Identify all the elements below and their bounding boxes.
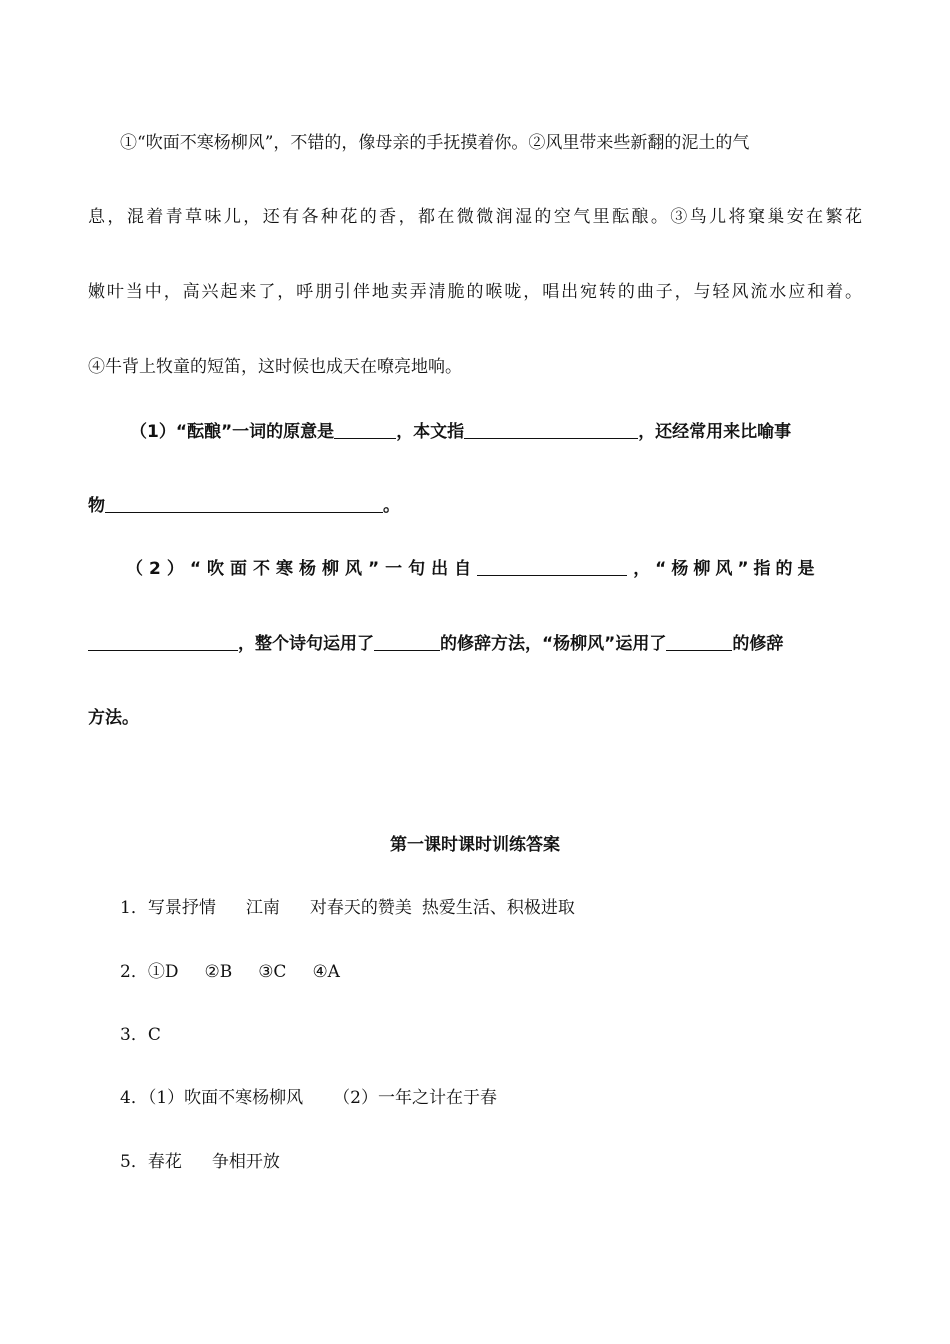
answer-2-part-3: ③C (258, 962, 287, 982)
question-2-text-3: ，整个诗句运用了 (238, 634, 374, 654)
answer-1-part-1: 1．写景抒情 (120, 898, 216, 918)
question-2-line-3 (88, 706, 862, 730)
answer-1 (120, 896, 862, 920)
question-1-text-5: 。 (383, 496, 400, 516)
answer-2-part-4: ④A (312, 962, 340, 982)
question-1-label: （1）“酝酿”一词的原意是 (130, 422, 335, 442)
passage-text-3: 嫩叶当中，高兴起来了，呼朋引伴地卖弄清脆的喉咙，唱出宛转的曲子，与轻风流水应和着。 (88, 282, 862, 302)
answer-4 (120, 1086, 862, 1110)
answer-3 (120, 1023, 862, 1047)
answer-blank[interactable] (464, 422, 638, 439)
passage-line-4 (88, 355, 862, 379)
answer-5-part-1: 5．春花 (120, 1152, 182, 1172)
answer-5 (120, 1150, 862, 1174)
question-1-text-4: 物 (88, 496, 105, 516)
passage-line-2 (88, 205, 862, 229)
answer-blank[interactable] (105, 496, 383, 513)
answer-blank[interactable] (88, 634, 238, 651)
passage-line-1 (120, 131, 862, 155)
question-1-text-2: ，本文指 (396, 422, 465, 442)
question-2-label: （2）“吹面不寒杨柳风”一句出自 (126, 559, 478, 579)
answers-title-text: 第一课时课时训练答案 (390, 835, 560, 855)
answer-3-text: 3．C (120, 1025, 161, 1045)
passage-text-1: ①“吹面不寒杨柳风”，不错的，像母亲的手抚摸着你。②风里带来些新翻的泥土的气 (120, 133, 750, 153)
question-1-line-2 (88, 494, 862, 518)
answers-title (0, 833, 950, 857)
answer-blank[interactable] (374, 634, 440, 651)
answer-1-part-2: 江南 (245, 898, 280, 918)
question-2-text-2: ，“杨柳风”指的是 (633, 559, 820, 579)
answer-4-part-1: 4．（1）吹面不寒杨柳风 (120, 1088, 304, 1108)
passage-text-4: ④牛背上牧童的短笛，这时候也成天在嘹亮地响。 (88, 357, 462, 377)
question-2-line-1 (126, 557, 862, 581)
question-2-text-5: 的修辞 (732, 634, 784, 654)
answer-blank[interactable] (477, 559, 627, 576)
answer-1-part-4: 热爱生活、积极进取 (421, 898, 575, 918)
answer-2 (120, 960, 862, 984)
answer-5-part-2: 争相开放 (211, 1152, 280, 1172)
question-2-line-2 (88, 632, 862, 656)
question-1-line-1 (130, 420, 862, 444)
question-2-text-6: 方法。 (88, 708, 139, 728)
answer-blank[interactable] (334, 422, 396, 439)
passage-line-3 (88, 280, 862, 304)
answer-1-part-3: 对春天的赞美 (309, 898, 412, 918)
answer-2-part-2: ②B (204, 962, 233, 982)
question-2-text-4: 的修辞方法，“杨柳风”运用了 (440, 634, 667, 654)
question-1-text-3: ，还经常用来比喻事 (638, 422, 792, 442)
answer-2-part-1: 2．①D (120, 962, 179, 982)
answer-blank[interactable] (666, 634, 732, 651)
passage-text-2: 息，混着青草味儿，还有各种花的香，都在微微润湿的空气里酝酿。③鸟儿将窠巢安在繁花 (88, 207, 862, 227)
answer-4-part-2: （2）一年之计在于春 (333, 1088, 497, 1108)
